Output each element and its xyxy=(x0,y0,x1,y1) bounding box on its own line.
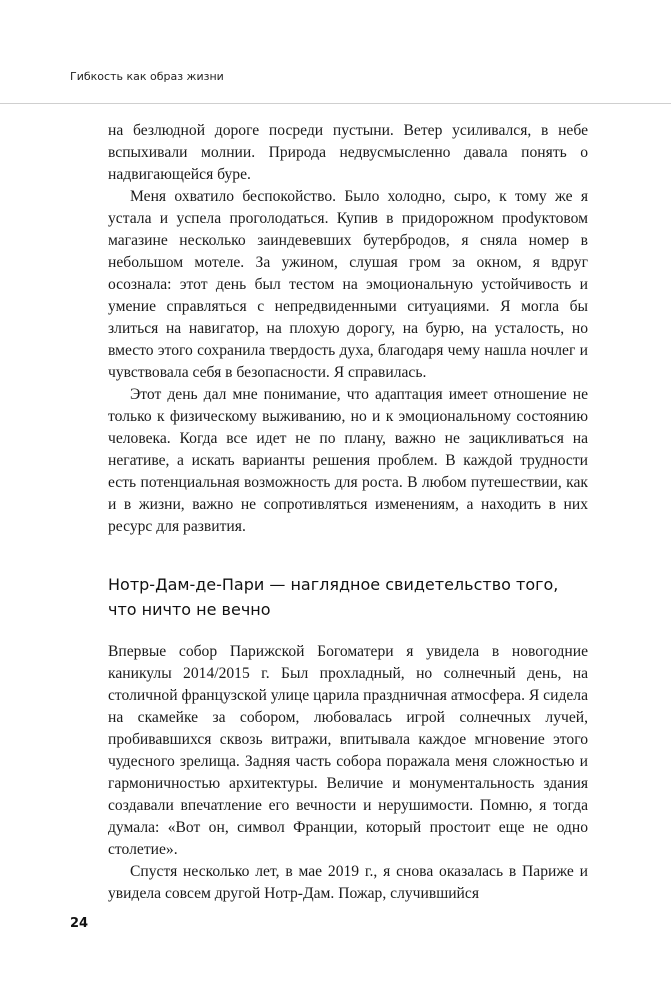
header-divider xyxy=(0,103,671,104)
paragraph: Впервые собор Парижской Богоматери я увидела в новогодние каникулы 2014/2015 г. Был прохладный, но солнечный день, на столичной французской улице царила праздничная атмосфера. Я сидела на скамейке за собором, любовалась игрой солнечных лучей, пробивавшихся сквозь витражи, впитывала каждое мгновение этого чудесного зрелища. Задняя часть собора поражала меня сложностью и гармоничностью архитектуры. Величие и монументальность здания создавали впечатление его вечности и нерушимости. Помню, я тогда думала: «Вот он, символ Франции, который простоит еще не одно столетие». xyxy=(108,643,589,858)
paragraph: Спустя несколько лет, в мае 2019 г., я снова оказалась в Париже и увидела совсем другой Нотр-Дам. Пожар, случившийся xyxy=(108,863,588,902)
paragraph: на безлюдной дороге посреди пустыни. Ветер усиливался, в небе вспыхивали молнии. Природа недвусмысленно давала понять о надвигающейся буре. xyxy=(108,122,588,183)
page-number: 24 xyxy=(70,916,89,931)
paragraph: Меня охватило беспокойство. Было холодно, сыро, к тому же я устала и успела проголодаться. Купив в придорожном проdуктовом магазине несколько заиндевевших бутербродов, я сняла номер в небольшом мотеле. За ужином, слушая гром за окном, я вдруг осознала: этот день был тестом на эмоциональную устойчивость и умение справляться с непредвиденными ситуациями. Я могла бы злиться на навигатор, на плохую дорогу, на бурю, на усталость, но вместо этого сохранила твердость духа, благодаря чему нашла ночлег и чувствовала себя в безопасности. Я справилась. xyxy=(108,188,588,381)
section-text-continuation xyxy=(108,120,588,538)
running-header: Гибкость как образ жизни xyxy=(70,70,224,83)
section-heading: Нотр-Дам-де-Пари — наглядное свидетельство того, что ничто не вечно xyxy=(108,575,559,619)
paragraph: Этот день дал мне понимание, что адаптация имеет отношение не только к физическому выживанию, но и к эмоциональному состоянию человека. Когда все идет не по плану, важно не зацикливаться на негативе, а искать варианты решения проблем. В каждой трудности есть потенциальная возможность для роста. В любом путешествии, как и в жизни, важно не сопротивляться изменениям, а находить в них ресурс для развития. xyxy=(108,386,588,535)
section-text-notre-dame xyxy=(108,641,588,905)
